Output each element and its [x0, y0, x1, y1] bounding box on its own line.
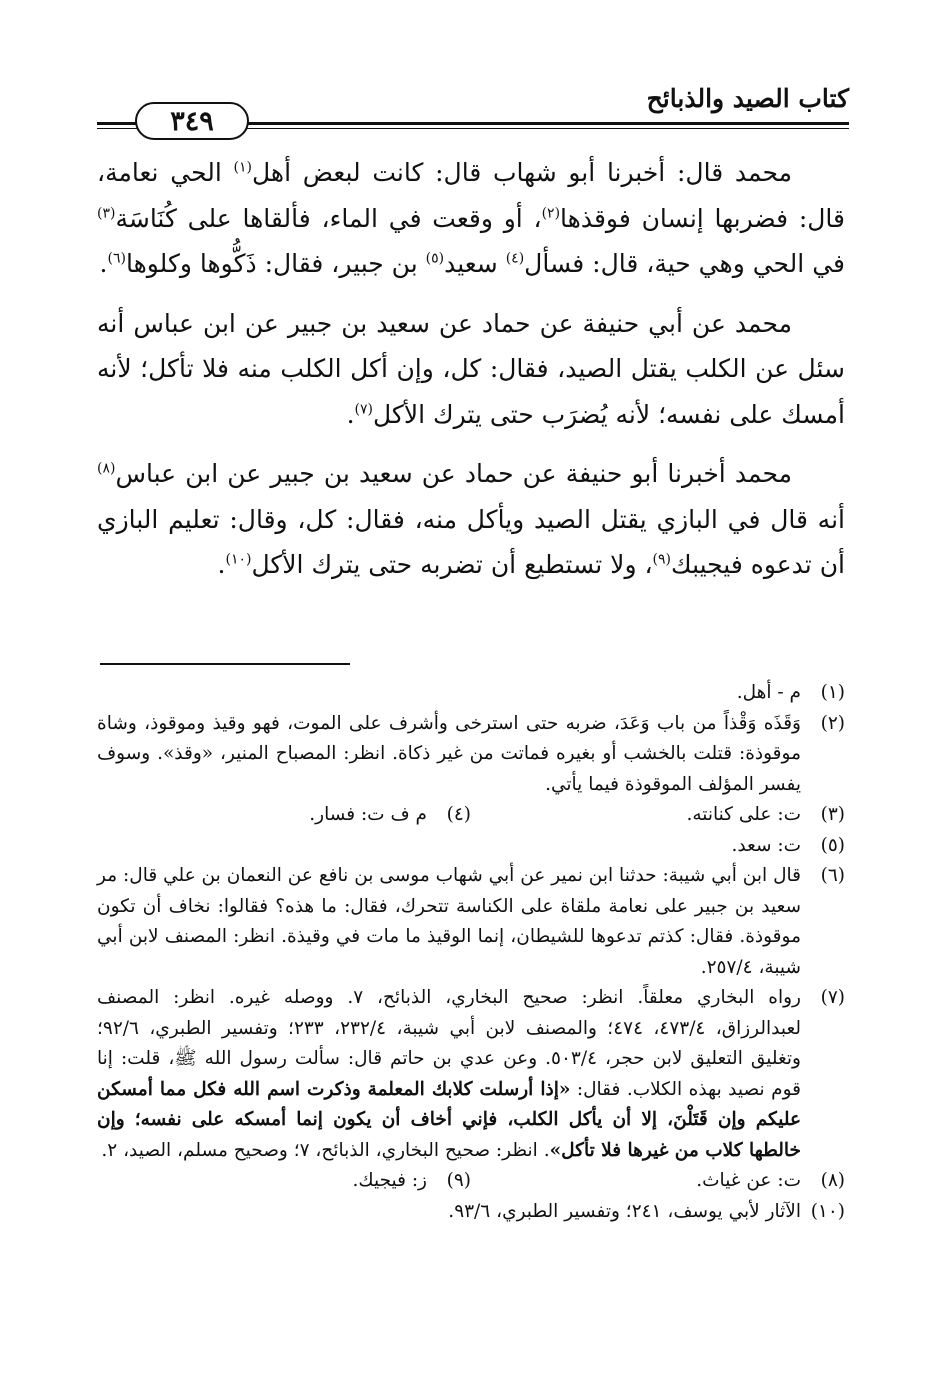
footnote-text: ت: على كنانته. — [686, 804, 801, 825]
page-number: ٣٤٩ — [170, 105, 214, 137]
footnote-9 — [97, 1166, 471, 1197]
footnote-number: (٢) — [820, 712, 845, 734]
footnote-ref: (٩) — [652, 551, 671, 568]
footnote-text: وَقَذَه وَقْذاً من باب وَعَدَ، ضربه حتى استرخى وأشرف على الموت، فهو وقيذ وموقوذ، وشاة موقوذة: قتلت بالخشب أو بغيره فماتت من غير ذكاة. انظر: المصباح المنير، «وقذ». وسوف يفسر المؤلف الموقوذة فيما يأتي. — [97, 712, 801, 795]
text-run: الحي نعامة، قال: فضربها إنسان فوقذها — [97, 158, 845, 233]
footnote-3 — [471, 800, 845, 831]
text-run: أنه قال في البازي يقتل الصيد ويأكل منه، فقال: كل، وقال: تعليم البازي أن تدعوه فيجيبك — [97, 504, 845, 579]
footnote-text: م - أهل. — [736, 682, 801, 703]
footnote-text: ز: فيجيك. — [352, 1170, 427, 1191]
footnote-text: الآثار لأبي يوسف، ٢٤١؛ وتفسير الطبري، ٩٣/٦. — [448, 1200, 801, 1222]
text-run: محمد قال: أخبرنا أبو شهاب قال: كانت لبعض أهل — [251, 158, 792, 187]
footnote-number: (٦) — [820, 865, 845, 886]
footnote-ref: (٨) — [97, 460, 116, 477]
page-number-badge — [135, 102, 249, 140]
footnote-7 — [97, 983, 845, 1166]
text-run: رواه البخاري معلقاً. انظر: صحيح البخاري، الذبائح، ٧. ووصله غيره. انظر: المصنف لعبدالرزاق، ٤٧٣/٤، ٤٧٤؛ والمصنف لابن أبي شيبة، ٢٣٢/٤، ٢٣٣؛ وتفسير الطبري، ٩٢/٦؛ وتغليق التعليق لابن حجر، ٥٠٣/٤. وعن عدي بن حاتم قال: سألت رسول الله ﷺ، قلت: إنا قوم نصيد بهذه الكلاب. فقال: — [97, 987, 802, 1100]
footnote-number: (١) — [820, 682, 845, 703]
footnote-ref: (٢) — [541, 205, 561, 222]
footnote-number: (٨) — [820, 1170, 845, 1191]
main-text — [97, 150, 845, 602]
footnote-4 — [97, 800, 471, 831]
hadith-quote: «إذا أرسلت كلابك المعلمة وذكرت اسم الله فكل مما أمسكن عليكم وإن قَتَلْنَ، إلا أن يأكل الكلب، فإني أخاف أن يكون إنما أمسكه على نفسه؛ وإن خالطها كلاب من غيرها فلا تأكل» — [97, 1078, 801, 1161]
footnote-ref: (٣) — [97, 205, 116, 222]
footnote-5 — [97, 831, 845, 862]
footnote-text: ت: عن غياث. — [696, 1170, 801, 1191]
footnote-separator — [100, 663, 350, 665]
footnote-text: م ف ت: فسار. — [309, 804, 427, 825]
footnote-6 — [97, 861, 845, 983]
footnote-ref: (١) — [233, 159, 252, 176]
text-run: بن جبير، فقال: ذَكُّوها وكلوها — [125, 249, 426, 278]
footnote-ref: (٤) — [505, 250, 525, 267]
text-run: . — [99, 249, 108, 278]
footnote-text: ت: سعد. — [731, 834, 801, 856]
text-run: محمد أخبرنا أبو حنيفة عن حماد عن سعيد بن جبير عن ابن عباس — [115, 459, 792, 488]
paragraph-3 — [97, 451, 845, 588]
book-title: كتاب الصيد والذبائح — [646, 84, 849, 113]
footnote-1 — [97, 678, 845, 709]
footnote-ref: (١٠) — [225, 551, 252, 568]
text-run: . انظر: صحيح البخاري، الذبائح، ٧؛ وصحيح مسلم، الصيد، ٢. — [101, 1139, 550, 1161]
footnote-ref: (٦) — [107, 250, 126, 267]
text-run: محمد عن أبي حنيفة عن حماد عن سعيد بن جبير عن ابن عباس أنه سئل عن الكلب يقتل الصيد، فقال: كل، وإن أكل الكلب منه فلا تأكل؛ لأنه أمسك على نفسه؛ لأنه يُضرَب حتى يترك الأكل — [97, 308, 845, 429]
footnote-number: (٧) — [820, 987, 845, 1008]
footnote-number: (٥) — [820, 834, 845, 856]
footnote-ref: (٥) — [425, 250, 445, 267]
footnote-text — [97, 983, 801, 1166]
footnotes — [97, 678, 845, 1227]
text-run: . — [217, 550, 226, 579]
text-run: ، ولا تستطيع أن تضربه حتى يترك الأكل — [251, 550, 653, 579]
paragraph-1 — [97, 150, 845, 287]
footnote-number: (٤) — [446, 804, 471, 825]
footnote-row-8-9 — [97, 1166, 845, 1197]
footnote-number: (٩) — [446, 1170, 471, 1191]
text-run: . — [346, 399, 355, 429]
footnote-number: (١٠) — [810, 1200, 845, 1222]
footnote-number: (٣) — [820, 804, 845, 825]
text-run: ، أو وقعت في الماء، فألقاها على كُنَاسَة — [115, 203, 542, 233]
text-run: في الحي وهي حية، قال: فسأل — [524, 249, 845, 278]
footnote-2 — [97, 709, 845, 801]
text-run: سعيد — [444, 249, 506, 278]
footnote-10 — [97, 1197, 845, 1228]
footnote-row-3-4 — [97, 800, 845, 831]
page-header — [97, 78, 849, 137]
footnote-text: قال ابن أبي شيبة: حدثنا ابن نمير عن أبي شهاب موسى بن نافع عن النعمان بن علي قال: مر سعيد بن جبير على نعامة ملقاة على الكناسة تتحرك، فقال: ما هذه؟ فقالوا: نخاف أن تكون موقوذة. فقال: كذتم تدعوها للشيطان، إنما الوقيذ ما مات في وقيذة. انظر: المصنف لابن أبي شيبة، ٢٥٧/٤. — [97, 865, 801, 978]
paragraph-2 — [97, 301, 845, 438]
footnote-ref: (٧) — [354, 401, 373, 418]
footnote-8 — [471, 1166, 845, 1197]
